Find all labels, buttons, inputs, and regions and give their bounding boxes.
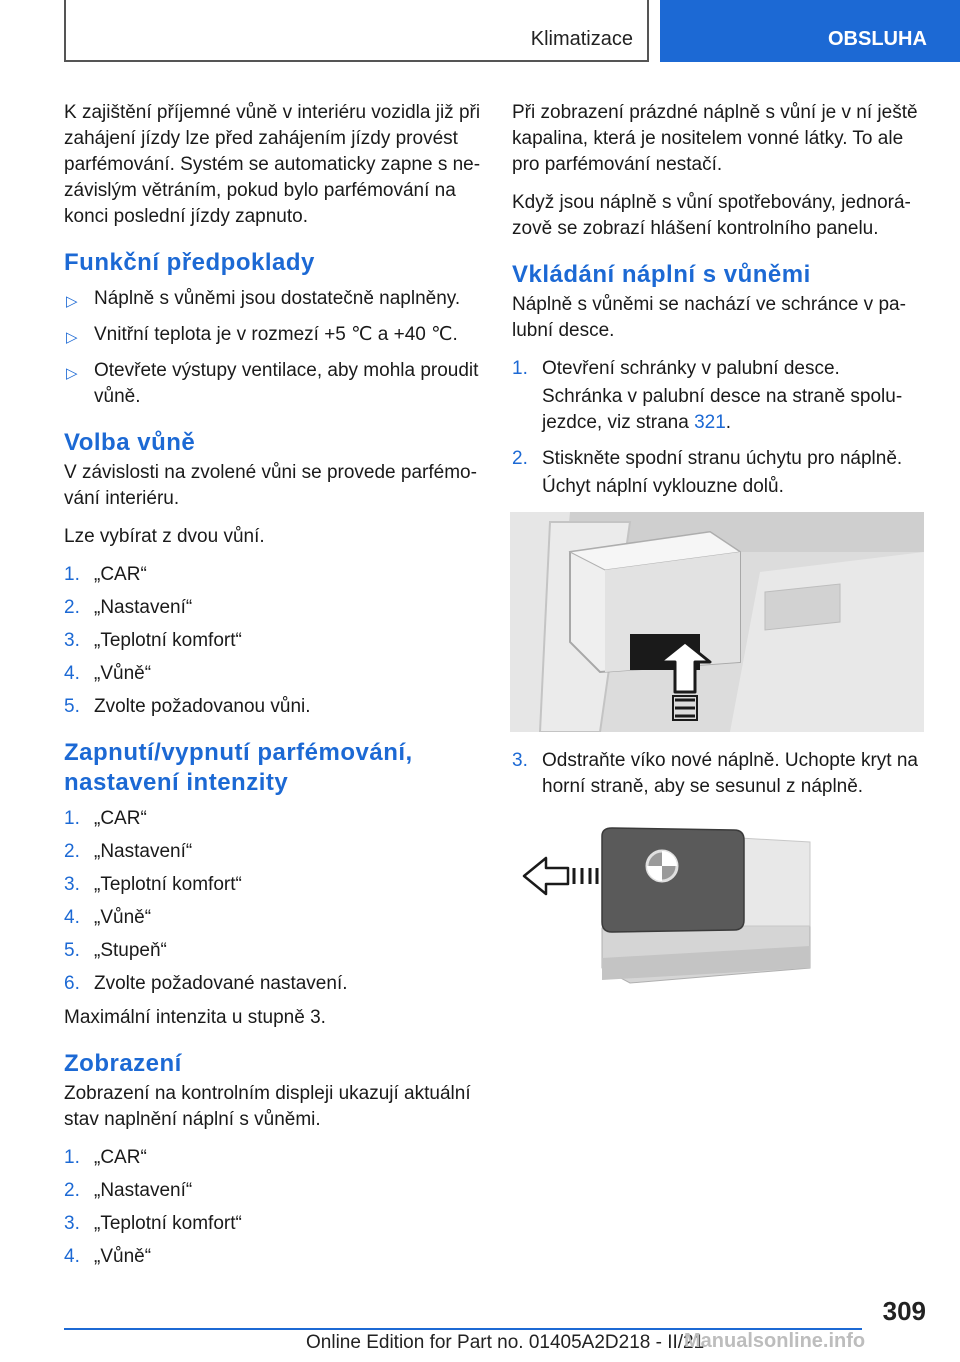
step-item: 1. Otevření schránky v palubní desce. Schránka v palubní desce na straně spolu-jezdce, viz strana 321. — [512, 356, 922, 436]
insert-steps-continued — [512, 748, 922, 800]
step-item: 1. „CAR“ — [64, 1147, 147, 1168]
step-item: 2. „Nastavení“ — [64, 841, 193, 862]
list-item: ▷ Náplně s vůněmi jsou dostatečně naplněny. — [64, 286, 484, 312]
prerequisites-list — [64, 286, 484, 410]
step-item: 3. „Teplotní komfort“ — [64, 630, 242, 651]
left-column — [64, 100, 484, 1278]
intro-paragraph: K zajištění příjemné vůně v interiéru vozidla již při zahájení jízdy lze před zahájením jízdy provést parfémování. Systém se automaticky zapne s ne-závislým větráním, pokud bylo parfémování na konci poslední jízdy zapnuto. — [64, 102, 481, 227]
heading-scent-selection: Volba vůně — [64, 429, 196, 456]
step-item: 2. „Nastavení“ — [64, 597, 193, 618]
scent-text-1: V závislosti na zvolené vůni se provede parfémo-vání interiéru. — [64, 462, 477, 509]
toggle-steps — [64, 806, 484, 997]
step-item: 5. „Stupeň“ — [64, 940, 167, 961]
step-item: 2. „Nastavení“ — [64, 1180, 193, 1201]
intensity-note: Maximální intenzita u stupně 3. — [64, 1007, 326, 1028]
section-title: Klimatizace — [530, 28, 633, 50]
insert-steps — [512, 356, 922, 500]
list-item: ▷ Otevřete výstupy ventilace, aby mohla proudit vůně. — [66, 360, 479, 407]
edition-note: Online Edition for Part no. 01405A2D218 - II/21 — [306, 1332, 705, 1353]
step-item: 3. Odstraňte víko nové náplně. Uchopte kryt na horní straně, aby se sesunul z náplně. — [512, 750, 918, 797]
chapter-title: OBSLUHA — [828, 28, 927, 50]
consumed-refill-paragraph: Když jsou náplně s vůní spotřebovány, jednorá-zově se zobrazí hlášení kontrolního panelu. — [512, 192, 911, 239]
step-item: 1. „CAR“ — [64, 808, 147, 829]
right-column — [512, 100, 922, 1038]
display-text: Zobrazení na kontrolním displeji ukazují aktuální stav naplnění náplní s vůněmi. — [64, 1083, 471, 1130]
step-item: 3. „Teplotní komfort“ — [64, 874, 242, 895]
scent-text-2: Lze vybírat z dvou vůní. — [64, 526, 265, 547]
bullet-triangle-icon: ▷ — [66, 293, 78, 310]
header-section-box — [64, 0, 649, 62]
bullet-triangle-icon: ▷ — [66, 329, 78, 346]
heading-insert-refills: Vkládání náplní s vůněmi — [512, 261, 811, 288]
step-item: 6. Zvolte požadované nastavení. — [64, 973, 348, 994]
page-reference-link[interactable]: 321 — [694, 412, 726, 433]
empty-refill-paragraph: Při zobrazení prázdné náplně s vůní je v ní ještě kapalina, která je nositelem vonné látky. To ale pro parfémování nestačí. — [512, 102, 918, 175]
page-number: 309 — [882, 1296, 926, 1326]
step-item: 4. „Vůně“ — [64, 907, 152, 928]
step-item: 4. „Vůně“ — [64, 1246, 152, 1267]
heading-display: Zobrazení — [64, 1050, 182, 1077]
scent-refill-illustration — [510, 808, 924, 1038]
insert-text: Náplně s vůněmi se nachází ve schránce v pa-lubní desce. — [512, 294, 906, 341]
scent-steps — [64, 562, 484, 720]
step-item: 4. „Vůně“ — [64, 663, 152, 684]
step-1-detail: Schránka v palubní desce na straně spolu-jezdce, viz strana 321. — [542, 386, 903, 433]
step-2-detail: Úchyt náplní vyklouzne dolů. — [542, 476, 784, 497]
watermark: Manualsonline.info — [684, 1330, 866, 1352]
step-item: 5. Zvolte požadovanou vůni. — [64, 696, 311, 717]
heading-prerequisites: Funkční předpoklady — [64, 249, 315, 276]
step-item: 2. Stiskněte spodní stranu úchytu pro náplně. Úchyt náplní vyklouzne dolů. — [512, 446, 922, 500]
display-steps — [64, 1145, 484, 1270]
bullet-triangle-icon: ▷ — [66, 365, 78, 382]
step-item: 3. „Teplotní komfort“ — [64, 1213, 242, 1234]
step-item: 1. „CAR“ — [64, 564, 147, 585]
heading-toggle-intensity: Zapnutí/vypnutí parfémování, nastavení intenzity — [64, 739, 413, 796]
list-item: ▷ Vnitřní teplota je v rozmezí +5 ℃ a +40 ℃. — [64, 322, 484, 348]
glovebox-holder-illustration — [510, 512, 924, 732]
chapter-tab — [660, 0, 960, 62]
